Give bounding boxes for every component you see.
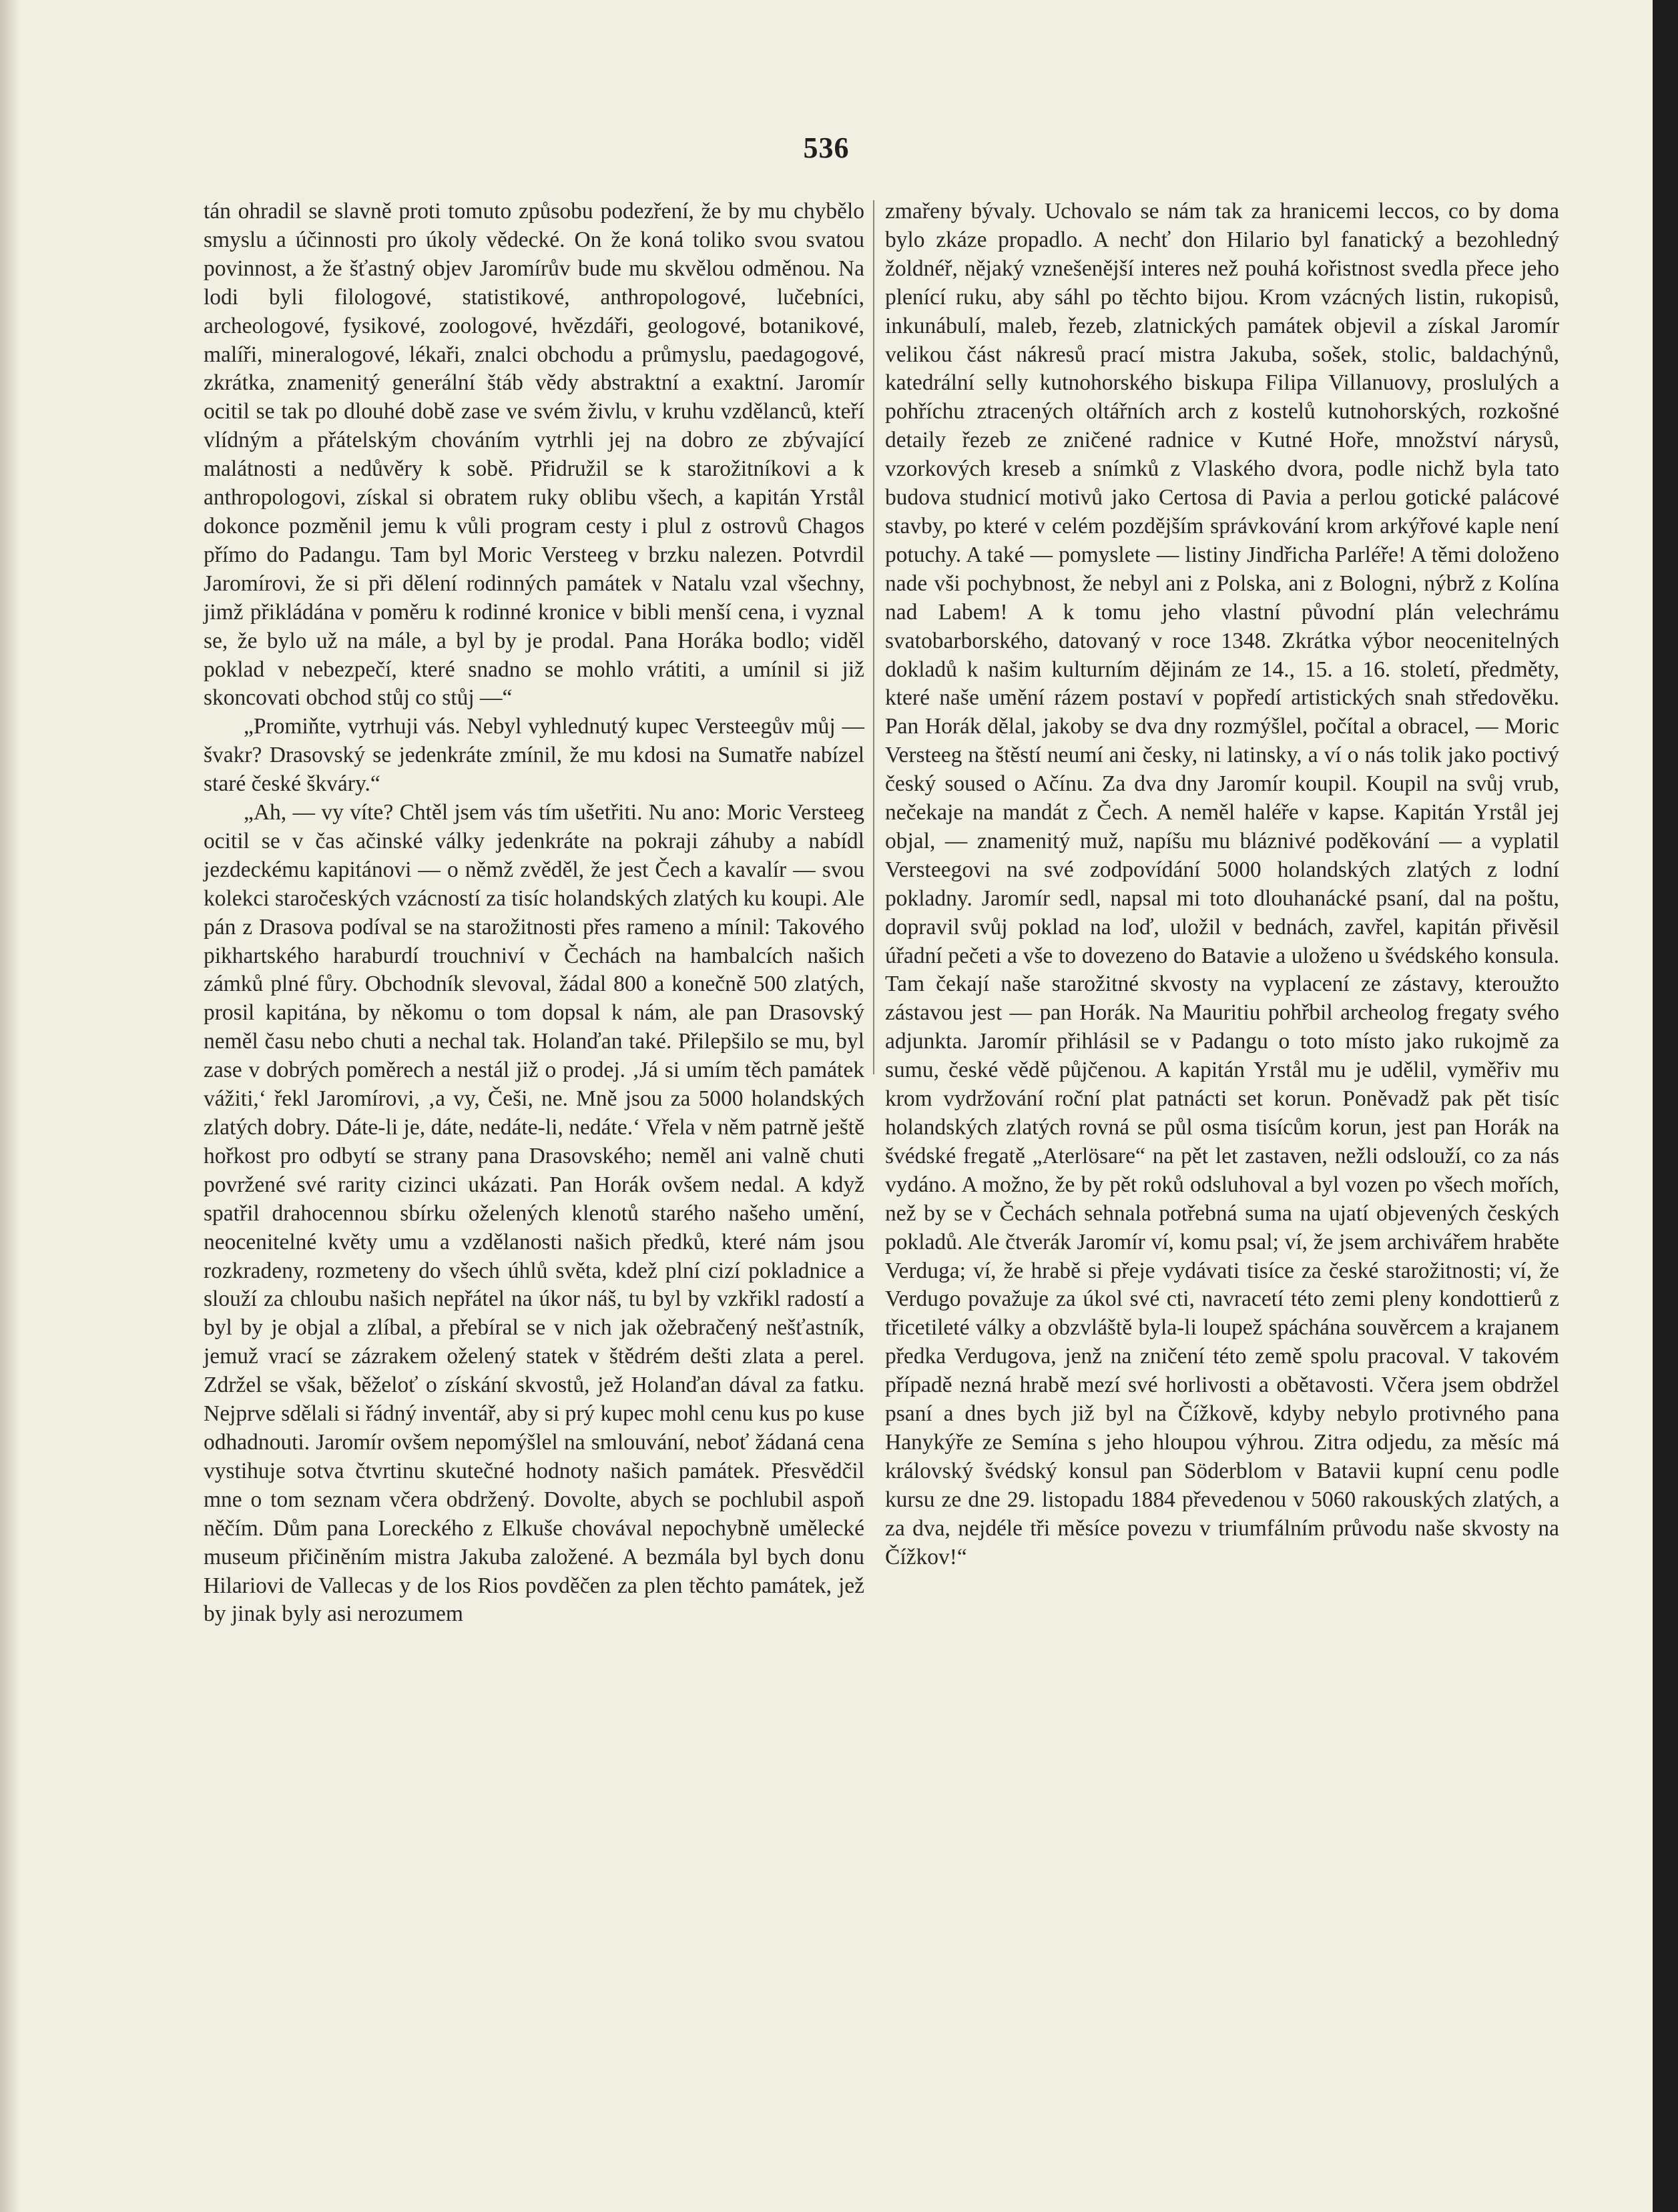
left-column	[204, 198, 864, 1629]
left-paragraph-1: tán ohradil se slavně proti tomuto způsobu podezření, že by mu chybělo smyslu a účinnosti pro úkoly vědecké. On že koná toliko svou svatou povinnost, a že šťastný objev Jaromírův bude mu skvělou odměnou. Na lodi byli filologové, statistikové, anthropologové, lučebníci, archeologové, fysikové, zoologové, hvězdáři, geologové, botanikové, malíři, mineralogové, lékaři, znalci obchodu a průmyslu, paedagogové, zkrátka, znamenitý generální štáb vědy abstraktní a exaktní. Jaromír ocitil se tak po dlouhé době zase ve svém živlu, v kruhu vzdělanců, kteří vlídným a přátelským chováním vytrhli jej na dobro ze zbývající malátnosti a nedůvěry k sobě. Přidružil se k starožitníkovi a k anthropologovi, získal si obratem ruky oblibu všech, a kapitán Yrstål dokonce pozměnil jemu k vůli program cesty i plul z ostrovů Chagos přímo do Padangu. Tam byl Moric Versteeg v brzku nalezen. Potvrdil Jaromírovi, že si při dělení rodinných památek v Natalu vzal všechny, jimž přikládána v poměru k rodinné kronice v bibli menší cena, i vyznal se, že bylo už na mále, a byl by je prodal. Pana Horáka bodlo; viděl poklad v nebezpečí, které snadno se mohlo vrátiti, a umínil si již skoncovati obchod stůj co stůj —“	[204, 199, 864, 711]
page-number: 536	[803, 131, 850, 164]
right-column	[885, 198, 1559, 1572]
right-paragraph-1: zmařeny bývaly. Uchovalo se nám tak za hranicemi leccos, co by doma bylo zkáze propadlo. A nechť don Hilario byl fanatický a bezohledný žoldnéř, nějaký vznešenější interes než pouhá kořistnost svedla přece jeho plenící ruku, aby sáhl po těchto bijou. Krom vzácných listin, rukopisů, inkunábulí, maleb, řezeb, zlatnických památek objevil a získal Jaromír velikou část nákresů prací mistra Jakuba, sošek, stolic, baldachýnů, katedrální selly kutnohorského biskupa Filipa Villanuovy, proslulých a pohříchu ztracených oltářních arch z kostelů kutnohorských, rozkošné detaily řezeb ze zničené radnice v Kutné Hoře, množství nárysů, vzorkových kreseb a snímků z Vlaského dvora, podle nichž byla tato budova studnicí motivů jako Certosa di Pavia a perlou gotické palácové stavby, po které v celém pozdějším správkování krom arkýřové kaple není potuchy. A také — pomyslete — listiny Jindřicha Parléře! A těmi doloženo nade vši pochybnost, že nebyl ani z Polska, ani z Bologni, nýbrž z Kolína nad Labem! A k tomu jeho vlastní původní plán velechrámu svatobarborského, datovaný v roce 1348. Zkrátka výbor neocenitelných dokladů k našim kulturním dějinám ze 14., 15. a 16. století, předměty, které naše umění rázem postaví v popředí artistických snah středověku. Pan Horák dělal, jakoby se dva dny rozmýšlel, počítal a obracel, — Moric Versteeg na štěstí neumí ani česky, ni latinsky, a ví o nás tolik jako poctivý český soused o Ačínu. Za dva dny Jaromír koupil. Koupil na svůj vrub, nečekaje na mandát z Čech. A neměl haléře v kapse. Kapitán Yrstål jej objal, — znamenitý muž, napíšu mu bláznivé poděkování — a vyplatil Versteegovi na své zodpovídání 5000 holandských zlatých z lodní pokladny. Jaromír sedl, napsal mi toto dlouhanácké psaní, dal na poštu, dopravil svůj poklad na loď, uložil v bednách, zavřel, kapitán přivěsil úřadní pečeti a vše to dovezeno do Batavie a uloženo u švédského konsula. Tam čekají naše starožitné skvosty na vyplacení ze zástavy, kteroužto zástavou jest — pan Horák. Na Mauritiu pohřbil archeolog fregaty svého adjunkta. Jaromír přihlásil se v Padangu o toto místo jako rukojmě za sumu, české vědě půjčenou. A kapitán Yrstål mu je udělil, vyměřiv mu krom vydržování roční plat patnácti set korun. Poněvadž pak pět tisíc holandských zlatých rovná se půl osma tisícům korun, jest pan Horák na švédské fregatě „Aterlösare“ na pět let zastaven, nežli odslouží, co za nás vydáno. A možno, že by pět roků odsluhoval a byl vozen po všech mořích, než by se v Čechách sehnala potřebná suma na ujatí objevených českých pokladů. Ale čtverák Jaromír ví, komu psal; ví, že jsem archivářem hraběte Verduga; ví, že hrabě si přeje vydávati tisíce za české starožitnosti; ví, že Verdugo považuje za úkol své cti, navracetí této zemi pleny kondottierů z třicetileté války a obzvláště byla-li loupež spáchána souvěrcem a krajanem předka Verdugova, jenž na zničení této země spolu pracoval. V takovém případě nezná hrabě mezí své horlivosti a obětavosti. Včera jsem obdržel psaní a dnes bych již byl na Čížkově, kdyby nebylo protivného pana Hanykýře ze Semína s jeho hloupou výhrou. Zitra odjedu, za měsíc má královský švédský konsul pan Söderblom v Batavii kupní cenu podle kursu ze dne 29. listopadu 1884 převedenou v 5060 rakouských zlatých, a za dva, nejdéle tři měsíce povezu v triumfálním průvodu naše skvosty na Čížkov!“	[885, 199, 1559, 1569]
left-paragraph-2: „Promiňte, vytrhuji vás. Nebyl vyhlednutý kupec Versteegův můj — švakr? Drasovský se jedenkráte zmínil, že mu kdosi na Sumatře nabízel staré české škváry.“	[204, 714, 864, 797]
scan-edge	[1653, 0, 1678, 2212]
left-paragraph-3: „Ah, — vy víte? Chtěl jsem vás tím ušetřiti. Nu ano: Moric Versteeg ocitil se v čas ačinské války jedenkráte na pokraji záhuby a nabídl jezdeckému kapitánovi — o němž zvěděl, že jest Čech a kavalír — svou kolekci staročeských vzácností za tisíc holandských zlatých ku koupi. Ale pán z Drasova podíval se na starožitnosti přes rameno a mínil: Takového pikhartského haraburdí trouchniví v Čechách na hambalcích našich zámků plné fůry. Obchodník slevoval, žádal 800 a konečně 500 zlatých, prosil kapitána, by někomu o tom dopsal k nám, ale pan Drasovský neměl času nebo chuti a nechal tak. Holanďan také. Přilepšilo se mu, byl zase v dobrých poměrech a nestál již o prodej. ‚Já si umím těch památek vážiti,‘ řekl Jaromírovi, ‚a vy, Češi, ne. Mně jsou za 5000 holandských zlatých dobry. Dáte-li je, dáte, nedáte-li, nedáte.‘ Vřela v něm patrně ještě hořkost pro odbytí se strany pana Drasovského; neměl ani valně chuti povržené své rarity cizinci ukázati. Pan Horák ovšem nedal. A když spatřil drahocennou sbírku oželených klenotů starého našeho umění, neocenitelné květy umu a vzdělanosti našich předků, které nám jsou rozkradeny, rozmeteny do všech úhlů světa, kdež plní cizí pokladnice a slouží za chloubu našich nepřátel na úkor náš, tu byl by vzkřikl radostí a byl by je objal a zlíbal, a přebíral se v nich jak ožebračený nešťastník, jemuž vrací se zázrakem oželený statek v štědrém dešti zlata a perel. Zdržel se však, běželoť o získání skvostů, jež Holanďan dával za fatku. Nejprve sdělali si řádný inventář, aby si prý kupec mohl cenu kus po kuse odhadnouti. Jaromír ovšem nepomýšlel na smlouvání, neboť žádaná cena vystihuje sotva čtvrtinu skutečné hodnoty našich památek. Přesvědčil mne o tom seznam včera obdržený. Dovolte, abych se pochlubil aspoň něčím. Dům pana Loreckého z Elkuše chovával nepochybně umělecké museum přičiněním mistra Jakuba založené. A bezmála byl bych donu Hilariovi de Vallecas y de los Rios povděčen za plen těchto památek, jež by jinak byly asi nerozumem	[204, 800, 864, 1627]
column-divider	[873, 200, 874, 1074]
gutter-shadow	[0, 0, 20, 2212]
